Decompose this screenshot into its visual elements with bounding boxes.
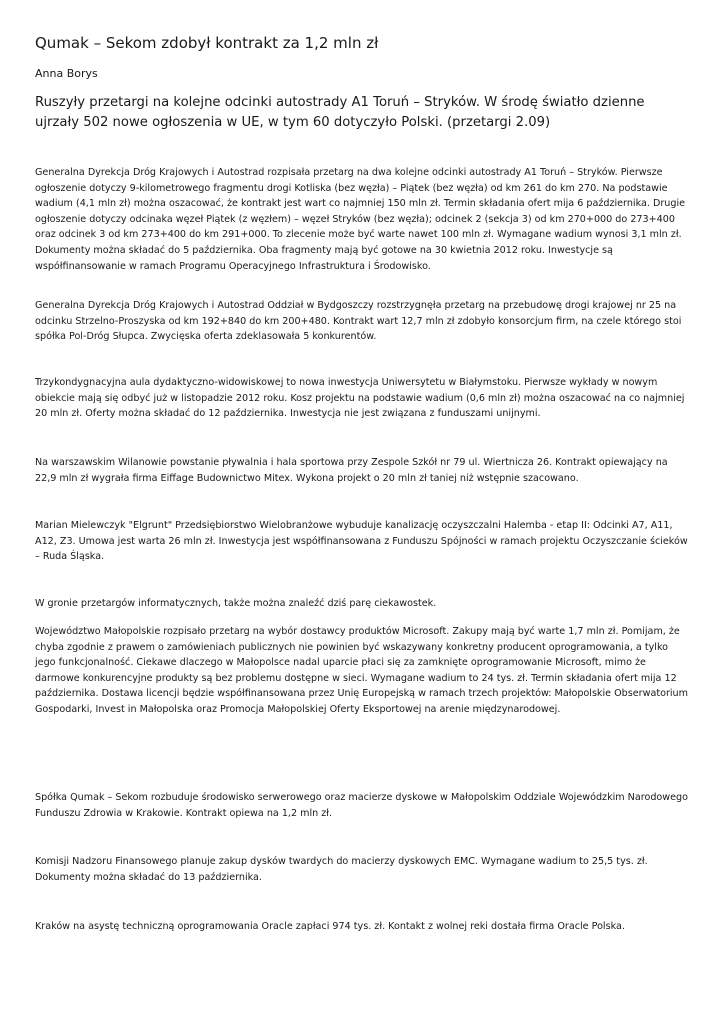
paragraph-microsoft-tender: Województwo Małopolskie rozpisało przetarg na wybór dostawcy produktów Microsoft. Zakupy mają być warte 1,7 mln zł. Pomijam, że chyba zgodnie z prawem o zamówieniach publicznych nie powinien być wskazywany konkretny producent oprogramowania, a tylko jego funkcjonalność. Ciekawe dlaczego w Małopolsce nadal uparcie płaci się za zamknięte oprogramowanie Microsoft, mimo że darmowe konkurencyjne produkty są bez problemu dostępne w sieci. Wymagane wadium to 24 tys. zł. Termin składania ofert mija 12 października. Dostawa licencji będzie współfinansowana przez Unię Europejską w ramach trzech projektów: Małopolskie Obserwatorium Gospodarki, Invest in Małopolska oraz Promocja Małopolskiej Oferty Eksportowej na arenie międzynarodowej. [35,626,688,715]
paragraph-bialystok-aula: Trzykondygnacyjna aula dydaktyczno-widowiskowej to nowa inwestycja Uniwersytetu w Białymstoku. Pierwsze wykłady w nowym obiekcie mają się odbyć już w listopadzie 2012 roku. Kosz projektu na podstawie wadium (0,6 mln zł) można oszacować na co najmniej 20 mln zł. Oferty można składać do 12 października. Inwestycja nie jest związana z funduszami unijnymi. [35,377,685,420]
article-title: Qumak – Sekom zdobył kontrakt za 1,2 mln zł [35,34,379,52]
paragraph-krakow-oracle: Kraków na asystę techniczną oprogramowania Oracle zapłaci 974 tys. zł. Kontakt z wolnej reki dostała firma Oracle Polska. [35,921,625,932]
paragraph-it-intro: W gronie przetargów informatycznych, także można znaleźć dziś parę ciekawostek. [35,598,437,609]
paragraph-qumak-sekom: Spółka Qumak – Sekom rozbuduje środowisko serwerowego oraz macierze dyskowe w Małopolskim Oddziale Wojewódzkim Narodowego Funduszu Zdrowia w Krakowie. Kontrakt opiewa na 1,2 mln zł. [35,792,689,819]
paragraph-halemba-sewage: Marian Mielewczyk "Elgrunt" Przedsiębiorstwo Wielobranżowe wybuduje kanalizację oczyszczalni Halemba - etap II: Odcinki A7, A11, A12, Z3. Umowa jest warta 26 mln zł. Inwestycja jest współfinansowana z Funduszu Spójności w ramach projektu Oczyszczanie ścieków – Ruda Śląska. [35,520,688,563]
paragraph-wilanow-pool: Na warszawskim Wilanowie powstanie pływalnia i hala sportowa przy Zespole Szkół nr 79 ul. Wiertnicza 26. Kontrakt opiewający na 22,9 mln zł wygrała firma Eiffage Budownictwo Mitex. Wykona projekt o 20 mln zł taniej niż wstępnie szacowano. [35,457,668,484]
article-lead: Ruszyły przetargi na kolejne odcinki autostrady A1 Toruń – Stryków. W środę światło dzienne ujrzały 502 nowe ogłoszenia w UE, w tym 60 dotyczyło Polski. (przetargi 2.09) [35,95,645,130]
paragraph-a1-tenders: Generalna Dyrekcja Dróg Krajowych i Autostrad rozpisała przetarg na dwa kolejne odcinki autostrady A1 Toruń – Stryków. Pierwsze ogłoszenie dotyczy 9-kilometrowego fragmentu drogi Kotliska (bez węzła) – Piątek (bez węzła) od km 261 do km 270. Na podstawie wadium (4,1 mln zł) można oszacować, że kontrakt jest wart co najmniej 150 mln zł. Termin składania ofert mija 6 października. Drugie ogłoszenie dotyczy odcinaka węzeł Piątek (z węzłem) – węzeł Stryków (bez węzła); odcinek 2 (sekcja 3) od km 270+000 do 273+400 oraz odcinek 3 od km 273+400 do km 291+000. To zlecenie może być warte nawet 100 mln zł. Wymagane wadium wynosi 3,1 mln zł. Dokumenty można składać do 5 października. Oba fragmenty mają być gotowe na 30 kwietnia 2012 roku. Inwestycje są współfinansowanie w ramach Programu Operacyjnego Infrastruktura i Środowisko. [35,167,686,272]
paragraph-knf-disks: Komisji Nadzoru Finansowego planuje zakup dysków twardych do macierzy dyskowych EMC. Wymagane wadium to 25,5 tys. zł. Dokumenty można składać do 13 października. [35,856,648,883]
paragraph-road-25: Generalna Dyrekcja Dróg Krajowych i Autostrad Oddział w Bydgoszczy rozstrzygnęła przetarg na przebudowę drogi krajowej nr 25 na odcinku Strzelno-Proszyska od km 192+840 do km 200+480. Kontrakt wart 12,7 mln zł zdobyło konsorcjum firm, na czele którego stoi spółka Pol-Dróg Słupca. Zwycięska oferta zdeklasowała 5 konkurentów. [35,300,682,343]
article-author: Anna Borys [35,67,98,80]
